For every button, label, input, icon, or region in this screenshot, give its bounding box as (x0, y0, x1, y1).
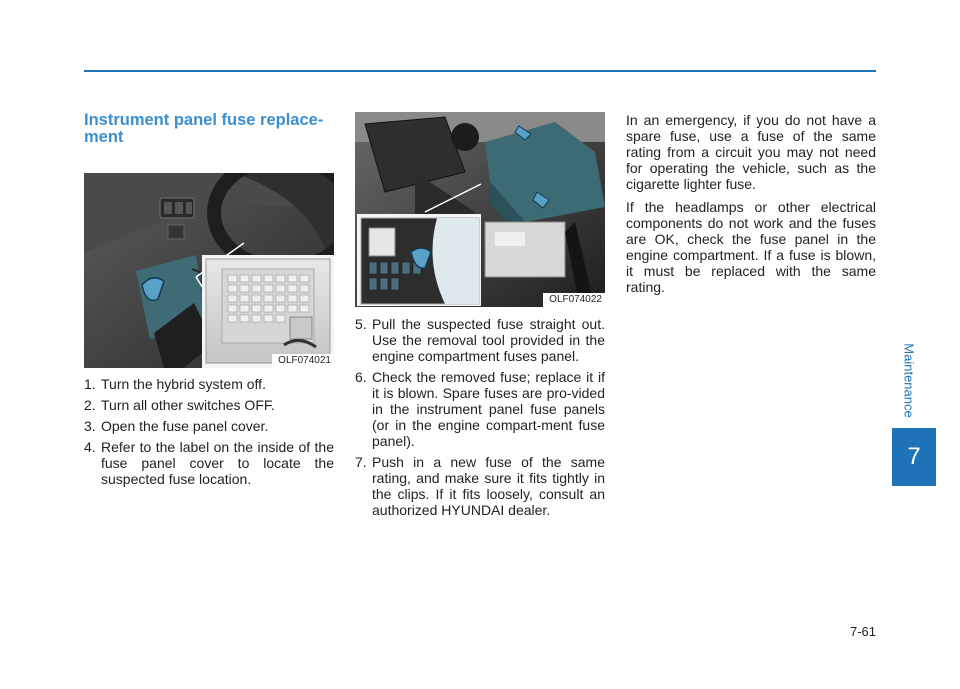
dashboard-photo-illustration (84, 173, 334, 368)
column-right (626, 112, 876, 302)
chapter-number-tab: 7 (892, 428, 936, 486)
column-middle (355, 112, 605, 523)
paragraph-emergency: In an emergency, if you do not have a spare fuse, use a fuse of the same rating from a circuit you may not need for operating the vehicle, such as the cigarette lighter fuse. (626, 112, 876, 192)
steps-list-middle (355, 316, 605, 518)
engine-bay-photo-illustration (355, 112, 605, 307)
figure-code-OLF074022: OLF074022 (543, 293, 605, 307)
list-item: 4. Refer to the label on the inside of the fuse panel cover to locate the suspected fuse location. (84, 439, 334, 487)
header-rule (84, 70, 876, 72)
steps-list-left (84, 376, 334, 487)
figure-dashboard-fuse-panel (84, 173, 334, 368)
chapter-label: Maintenance (901, 342, 917, 418)
section-title: Instrument panel fuse replace-ment (84, 111, 324, 146)
page-number: 7-61 (849, 624, 876, 639)
column-left (84, 112, 334, 492)
list-item: 1. Turn the hybrid system off. (84, 376, 266, 392)
paragraph-engine-fuse-check: If the headlamps or other electrical components do not work and the fuses are OK, check the fuse panel in the engine compartment. If a fuse is blown, it must be replaced with the same rating. (626, 199, 876, 295)
list-item: 3. Open the fuse panel cover. (84, 418, 269, 434)
list-item: 7. Push in a new fuse of the same rating, and make sure it fits tightly in the clips. If it fits loosely, consult an authorized HYUNDAI dealer. (355, 454, 605, 518)
list-item: 6. Check the removed fuse; replace it if it is blown. Spare fuses are pro-vided in the instrument panel fuse panels (or in the engine compart-ment fuse panel). (355, 369, 605, 449)
figure-engine-fuse-box (355, 112, 605, 307)
list-item: 2. Turn all other switches OFF. (84, 397, 275, 413)
figure-code-OLF074021: OLF074021 (272, 354, 334, 368)
list-item: 5. Pull the suspected fuse straight out. Use the removal tool provided in the engine compartment fuses panel. (355, 316, 605, 364)
